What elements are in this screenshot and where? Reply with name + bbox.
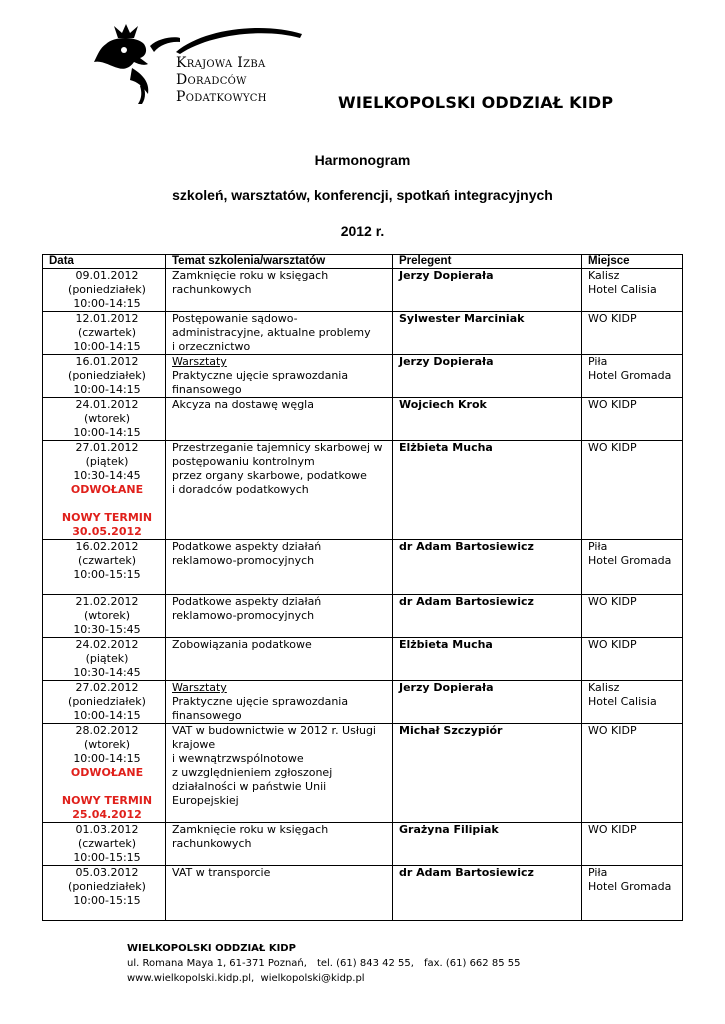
date-line: 10:00-14:15: [73, 752, 141, 765]
logo-line-3: Podatkowych: [176, 89, 267, 105]
date-line: 09.01.2012: [75, 269, 139, 282]
table-row: [43, 312, 683, 355]
cell-place: [582, 681, 683, 724]
branch-title: WIELKOPOLSKI ODDZIAŁ KIDP: [338, 93, 614, 112]
cell-topic: [166, 269, 393, 312]
cell-date: [43, 595, 166, 638]
topic-line: Podatkowe aspekty działań: [172, 540, 322, 553]
cell-topic: [166, 312, 393, 355]
place-line: Hotel Gromada: [588, 880, 672, 893]
kidp-logo: [84, 24, 304, 110]
date-line: 10:00-14:15: [73, 297, 141, 310]
cell-place: [582, 398, 683, 441]
cell-speaker: Jerzy Dopierała: [393, 355, 582, 398]
new-term-label: NOWY TERMIN: [61, 511, 153, 524]
topic-line: Europejskiej: [172, 794, 239, 807]
cell-topic: [166, 398, 393, 441]
cell-topic: [166, 540, 393, 595]
cell-topic: [166, 638, 393, 681]
date-line: (czwartek): [77, 554, 137, 567]
cell-topic: [166, 823, 393, 866]
date-line: 28.02.2012: [75, 724, 139, 737]
place-line: Hotel Gromada: [588, 369, 672, 382]
cell-date: [43, 681, 166, 724]
cell-date: [43, 355, 166, 398]
footer-www[interactable]: www.wielkopolski.kidp.pl,: [127, 973, 255, 984]
cell-speaker: dr Adam Bartosiewicz: [393, 595, 582, 638]
spacer: [49, 497, 165, 511]
topic-line: Akcyza na dostawę węgla: [172, 398, 314, 411]
topic-line: Praktyczne ujęcie sprawozdania: [172, 369, 349, 382]
place-line: WO KIDP: [588, 595, 637, 608]
topic-line: Przestrzeganie tajemnicy skarbowej w: [172, 441, 383, 454]
logo-line-2: Doradców: [176, 72, 247, 88]
wing-arc-icon: [174, 24, 304, 54]
cell-speaker: Jerzy Dopierała: [393, 681, 582, 724]
topic-line: działalności w państwie Unii: [172, 780, 327, 793]
footer-email[interactable]: wielkopolski@kidp.pl: [260, 973, 365, 984]
date-line: 16.01.2012: [75, 355, 139, 368]
cell-place: [582, 638, 683, 681]
cell-date: [43, 398, 166, 441]
cell-speaker: Elżbieta Mucha: [393, 441, 582, 540]
footer-contact-line: [127, 956, 520, 971]
header-date: Data: [43, 255, 166, 269]
cell-place: [582, 540, 683, 595]
place-line: WO KIDP: [588, 441, 637, 454]
place-line: WO KIDP: [588, 312, 637, 325]
date-line: 24.02.2012: [75, 638, 139, 651]
cell-speaker: Jerzy Dopierała: [393, 269, 582, 312]
date-line: 27.01.2012: [75, 441, 139, 454]
cell-speaker: dr Adam Bartosiewicz: [393, 866, 582, 921]
date-line: 10:30-14:45: [73, 666, 141, 679]
topic-line: Podatkowe aspekty działań: [172, 595, 322, 608]
topic-line: finansowego: [172, 709, 242, 722]
table-row: [43, 441, 683, 540]
spacer: [49, 908, 165, 920]
topic-line: rachunkowych: [172, 837, 252, 850]
date-line: 10:00-15:15: [73, 851, 141, 864]
topic-line: VAT w budownictwie w 2012 r. Usługi: [172, 724, 376, 737]
place-line: WO KIDP: [588, 398, 637, 411]
topic-line: rachunkowych: [172, 283, 252, 296]
cell-place: [582, 724, 683, 823]
date-line: 10:00-15:15: [73, 894, 141, 907]
date-line: (czwartek): [77, 326, 137, 339]
date-line: 05.03.2012: [75, 866, 139, 879]
cell-topic: [166, 355, 393, 398]
cell-date: [43, 823, 166, 866]
topic-line: Postępowanie sądowo-: [172, 312, 298, 325]
topic-line: i orzecznictwo: [172, 340, 251, 353]
table-row: [43, 269, 683, 312]
date-line: 10:00-15:15: [73, 568, 141, 581]
place-line: WO KIDP: [588, 724, 637, 737]
cell-date: [43, 441, 166, 540]
place-line: Piła: [588, 540, 608, 553]
logo-text: [176, 55, 267, 106]
cell-place: [582, 355, 683, 398]
cell-place: [582, 312, 683, 355]
date-line: 10:30-15:45: [73, 623, 141, 636]
table-row: [43, 595, 683, 638]
table-row: [43, 355, 683, 398]
cell-date: [43, 638, 166, 681]
place-line: Piła: [588, 866, 608, 879]
footer: [127, 941, 520, 986]
topic-line: i doradców podatkowych: [172, 483, 309, 496]
header-speaker: Prelegent: [393, 255, 582, 269]
cancelled-label: ODWOŁANE: [70, 766, 144, 779]
date-line: (poniedziałek): [68, 695, 146, 708]
date-line: 21.02.2012: [75, 595, 139, 608]
topic-workshop-label: Warsztaty: [172, 681, 227, 694]
table-row: [43, 398, 683, 441]
header-topic: Temat szkolenia/warsztatów: [166, 255, 393, 269]
date-line: (wtorek): [83, 738, 131, 751]
place-line: WO KIDP: [588, 638, 637, 651]
cell-place: [582, 595, 683, 638]
document-title: Harmonogram: [314, 152, 411, 168]
cell-speaker: Wojciech Krok: [393, 398, 582, 441]
cell-date: [43, 724, 166, 823]
table-row: [43, 823, 683, 866]
spacer: [49, 582, 165, 594]
topic-line: i wewnątrzwspólnotowe: [172, 752, 304, 765]
topic-workshop-label: Warsztaty: [172, 355, 227, 368]
date-line: (czwartek): [77, 837, 137, 850]
place-line: Hotel Calisia: [588, 283, 657, 296]
table-header-row: [43, 255, 683, 269]
cell-date: [43, 540, 166, 595]
cell-topic: [166, 441, 393, 540]
date-line: 27.02.2012: [75, 681, 139, 694]
footer-title: WIELKOPOLSKI ODDZIAŁ KIDP: [127, 943, 296, 954]
spacer: [49, 780, 165, 794]
topic-line: Zamknięcie roku w księgach: [172, 823, 329, 836]
date-line: (poniedziałek): [68, 283, 146, 296]
date-line: 10:30-14:45: [73, 469, 141, 482]
cell-speaker: Michał Szczypiór: [393, 724, 582, 823]
topic-line: z uwzględnieniem zgłoszonej: [172, 766, 333, 779]
place-line: Hotel Gromada: [588, 554, 672, 567]
cell-speaker: Sylwester Marciniak: [393, 312, 582, 355]
topic-line: Zobowiązania podatkowe: [172, 638, 312, 651]
place-line: Kalisz: [588, 269, 620, 282]
footer-web-line: [127, 971, 520, 986]
cell-speaker: Grażyna Filipiak: [393, 823, 582, 866]
cell-place: [582, 269, 683, 312]
topic-line: administracyjne, aktualne problemy: [172, 326, 371, 339]
cell-speaker: dr Adam Bartosiewicz: [393, 540, 582, 595]
topic-line: Praktyczne ujęcie sprawozdania: [172, 695, 349, 708]
cell-topic: [166, 724, 393, 823]
date-line: 10:00-14:15: [73, 709, 141, 722]
cell-place: [582, 823, 683, 866]
date-line: (poniedziałek): [68, 880, 146, 893]
place-line: Hotel Calisia: [588, 695, 657, 708]
cancelled-label: ODWOŁANE: [70, 483, 144, 496]
date-line: (wtorek): [83, 412, 131, 425]
date-line: (piątek): [85, 455, 129, 468]
footer-address: ul. Romana Maya 1, 61-371 Poznań,: [127, 958, 307, 969]
topic-line: reklamowo-promocyjnych: [172, 609, 315, 622]
new-term-label: NOWY TERMIN: [61, 794, 153, 807]
document-subtitle: szkoleń, warsztatów, konferencji, spotkań integracyjnych: [172, 187, 553, 203]
table-row: [43, 724, 683, 823]
topic-line: przez organy skarbowe, podatkowe: [172, 469, 367, 482]
place-line: Kalisz: [588, 681, 620, 694]
topic-line: postępowaniu kontrolnym: [172, 455, 315, 468]
cell-place: [582, 866, 683, 921]
topic-line: reklamowo-promocyjnych: [172, 554, 315, 567]
cell-topic: [166, 595, 393, 638]
new-term-date: 30.05.2012: [72, 525, 142, 538]
date-line: 16.02.2012: [75, 540, 139, 553]
topic-line: krajowe: [172, 738, 216, 751]
footer-fax: fax. (61) 662 85 55: [423, 958, 521, 969]
document-year: 2012 r.: [340, 223, 385, 239]
table-row: [43, 540, 683, 595]
cell-topic: [166, 681, 393, 724]
date-line: (wtorek): [83, 609, 131, 622]
topic-line: finansowego: [172, 383, 242, 396]
cell-date: [43, 312, 166, 355]
topic-line: VAT w transporcie: [172, 866, 271, 879]
table-row: [43, 866, 683, 921]
date-line: 10:00-14:15: [73, 383, 141, 396]
place-line: Piła: [588, 355, 608, 368]
date-line: 24.01.2012: [75, 398, 139, 411]
date-line: 12.01.2012: [75, 312, 139, 325]
cell-date: [43, 269, 166, 312]
date-line: (poniedziałek): [68, 369, 146, 382]
table-row: [43, 681, 683, 724]
header-place: Miejsce: [582, 255, 683, 269]
cell-topic: [166, 866, 393, 921]
date-line: 10:00-14:15: [73, 426, 141, 439]
schedule-table: [42, 254, 683, 921]
new-term-date: 25.04.2012: [72, 808, 142, 821]
date-line: (piątek): [85, 652, 129, 665]
eagle-logo-icon: [84, 24, 180, 110]
logo-line-1: Krajowa Izba: [176, 55, 266, 71]
footer-phone: tel. (61) 843 42 55,: [316, 958, 414, 969]
cell-date: [43, 866, 166, 921]
cell-place: [582, 441, 683, 540]
table-row: [43, 638, 683, 681]
topic-line: Zamknięcie roku w księgach: [172, 269, 329, 282]
place-line: WO KIDP: [588, 823, 637, 836]
cell-speaker: Elżbieta Mucha: [393, 638, 582, 681]
date-line: 10:00-14:15: [73, 340, 141, 353]
date-line: 01.03.2012: [75, 823, 139, 836]
